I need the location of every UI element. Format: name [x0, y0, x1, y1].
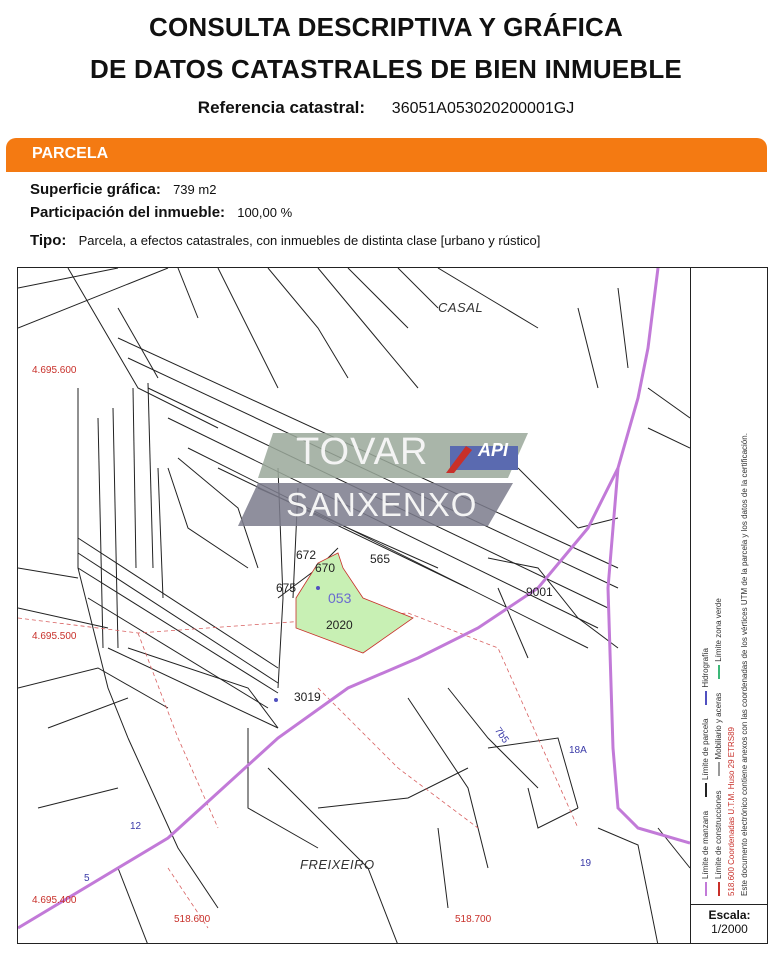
- surface-value: 739 m2: [173, 182, 217, 197]
- coordinate-label: 4.695.500: [32, 631, 77, 642]
- road-number: 18A: [569, 745, 587, 756]
- parcel-label: 3019: [294, 690, 321, 704]
- legend-swatch: [718, 665, 720, 679]
- legend-item: [712, 693, 725, 777]
- place-freixeiro: FREIXEIRO: [300, 857, 375, 872]
- participation-row: [30, 204, 292, 221]
- document-title-line1: CONSULTA DESCRIPTIVA Y GRÁFICA: [148, 12, 624, 42]
- type-value: Parcela, a efectos catastrales, con inmuebles de distinta clase [urbano y rústico]: [78, 233, 541, 248]
- road-number: 19: [580, 858, 592, 869]
- road-number: 7b5: [492, 725, 511, 746]
- legend-coord-note: 518.600 Coordenadas U.T.M. Huso 29 ETRS89: [727, 727, 736, 896]
- selected-parcel-shape: [296, 553, 413, 653]
- legend-swatch: [718, 763, 720, 777]
- place-casal: CASAL: [438, 300, 484, 315]
- map-drawing: [18, 268, 690, 944]
- legend-item-label: Límite de parcela: [701, 718, 710, 780]
- section-header-bar: [6, 138, 767, 172]
- scale-value: 1/2000: [711, 922, 748, 936]
- scale-label: Escala:: [708, 908, 751, 922]
- secondary-road-line: [608, 468, 690, 843]
- participation-value: 100,00 %: [237, 205, 293, 220]
- legend-swatch: [705, 783, 707, 797]
- cadastral-reference-label: Referencia catastral:: [197, 98, 366, 117]
- map-scale: [690, 904, 768, 944]
- legend-item: [699, 719, 712, 797]
- watermark-line1: TOVAR: [296, 431, 429, 473]
- legend-note: Este documento electrónico contiene anexos con las coordenadas de los vértices UTM de la parcela y los datos de la certificación.: [740, 433, 749, 896]
- legend-row: [699, 276, 712, 896]
- watermark-line2: SANXENXO: [286, 486, 478, 523]
- cadastral-map: [17, 267, 768, 944]
- legend-item: [712, 598, 725, 679]
- document-title-line2: DE DATOS CATASTRALES DE BIEN INMUEBLE: [90, 54, 682, 84]
- legend-rotated-text: [699, 276, 751, 896]
- coordinate-label: 518.600: [174, 914, 211, 925]
- parcel-label: 672: [296, 548, 317, 562]
- selected-parcel-label: 053: [328, 590, 352, 606]
- legend-swatch: [718, 882, 720, 896]
- parcel-label: 9001: [526, 585, 553, 599]
- cadastral-reference-value: 36051A053020200001GJ: [391, 100, 575, 117]
- legend-item-label: Límite de manzana: [701, 810, 710, 879]
- surface-label: Superficie gráfica:: [30, 181, 161, 198]
- type-row: [30, 232, 540, 249]
- legend-item: [699, 811, 712, 896]
- coordinate-label: 4.695.600: [32, 365, 77, 376]
- cadastral-reference: [0, 98, 772, 118]
- legend-swatch: [705, 882, 707, 896]
- section-label: PARCELA: [32, 145, 109, 162]
- parcel-label: 675: [276, 581, 297, 595]
- parcel-label: 2020: [326, 618, 353, 632]
- map-legend: [690, 268, 768, 904]
- road-number: 12: [130, 821, 142, 832]
- legend-item: [712, 791, 725, 897]
- coordinate-label: 518.700: [455, 914, 492, 925]
- coordinate-label: 4.695.400: [32, 895, 77, 906]
- legend-swatch: [705, 691, 707, 705]
- parcel-label: 565: [370, 552, 391, 566]
- legend-item: [699, 648, 712, 705]
- surface-row: [30, 181, 216, 198]
- parcel-label: 670: [315, 561, 336, 575]
- type-label: Tipo:: [30, 232, 67, 249]
- road-number: 5: [84, 873, 90, 884]
- legend-item-label: Límite de construcciones: [714, 790, 723, 879]
- watermark-badge: API: [478, 440, 509, 460]
- participation-label: Participación del inmueble:: [30, 204, 226, 221]
- legend-row: [712, 276, 725, 896]
- legend-item-label: Mobiliario y aceras: [714, 692, 723, 760]
- legend-item-label: Límite zona verde: [714, 598, 723, 662]
- legend-item-label: Hidrografía: [701, 648, 710, 688]
